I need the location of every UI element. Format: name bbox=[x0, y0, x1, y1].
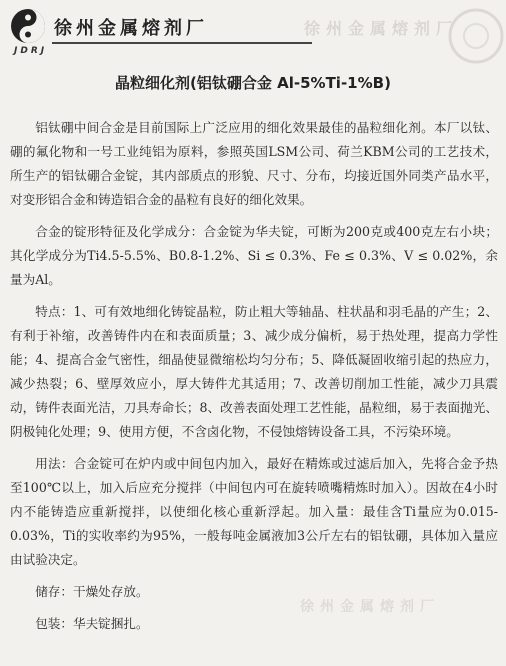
company-abbreviation: JDRJ bbox=[14, 46, 48, 56]
page-title: 晶粒细化剂(铝钛硼合金 Al-5%Ti-1%B) bbox=[115, 74, 391, 92]
composition-paragraph: 合金的锭形特征及化学成分：合金锭为华夫锭，可断为200克或400克左右小块；其化学成分为Ti4.5-5.5%、B0.8-1.2%、Si ≤ 0.3%、Fe ≤ 0.3%、V ≤ 0.02%，余量为Al。 bbox=[10, 224, 498, 287]
show-through-logo-icon bbox=[446, 6, 506, 66]
header-rule bbox=[52, 42, 312, 44]
usage-paragraph: 用法：合金锭可在炉内或中间包内加入，最好在精炼或过滤后加入，先将合金予热至100℃以上，加入后应充分搅拌（中间包内可在旋转喷嘴精炼时加入）。因故在4小时内不能铸造应重新搅拌，以使细化核心重新浮起。加入量：最佳含Ti量应为0.015-0.03%，Ti的实收率约为95%，一般每吨金属液加3公斤左右的铝钛硼，具体加入量应由试验决定。 bbox=[10, 456, 498, 567]
features-paragraph: 特点：1、可有效地细化铸锭晶粒，防止粗大等轴晶、柱状晶和羽毛晶的产生；2、有利于补缩，改善铸件内在和表面质量；3、减少成分偏析，易于热处理，提高力学性能；4、提高合金气密性，细晶使显微缩松均匀分布；5、降低凝固收缩引起的热应力，减少热裂；6、壁厚效应小，厚大铸件尤其适用；7、改善切削加工性能，减少刀具震动，铸件表面光洁，刀具寿命长；8、改善表面处理工艺性能，晶粒细，易于表面抛光、阴极钝化处理；9、使用方便，不含卤化物，不侵蚀熔铸设备工具，不污染环境。 bbox=[10, 304, 498, 439]
storage-paragraph: 储存：干燥处存放。 bbox=[35, 584, 149, 599]
body-text bbox=[10, 116, 498, 644]
show-through-company-name: 徐州金属熔剂厂 bbox=[304, 19, 459, 38]
company-logo-icon bbox=[10, 8, 46, 44]
letterhead bbox=[6, 6, 500, 54]
intro-paragraph: 铝钛硼中间合金是目前国际上广泛应用的细化效果最佳的晶粒细化剂。本厂以钛、硼的氟化物和一号工业纯铝为原料，参照英国LSM公司、荷兰KBM公司的工艺技术，所生产的铝钛硼合金锭，其内部质点的形貌、尺寸、分布，均接近国外同类产品水平，对变形铝合金和铸造铝合金的晶粒有良好的细化效果。 bbox=[10, 120, 498, 207]
packaging-paragraph: 包装：华夫锭捆扎。 bbox=[35, 616, 149, 631]
show-through-watermark: 徐州金属熔剂厂 bbox=[300, 599, 440, 615]
company-name: 徐州金属熔剂厂 bbox=[54, 18, 208, 39]
